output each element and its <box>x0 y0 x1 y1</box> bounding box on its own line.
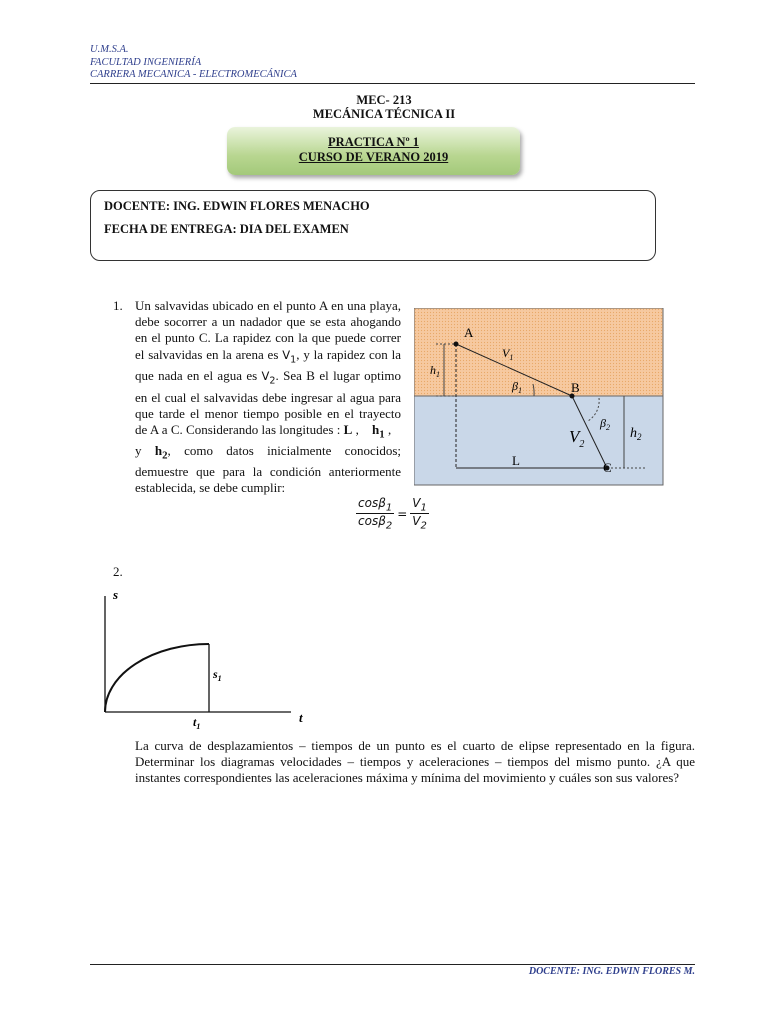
graph-s1-letter: s <box>213 667 218 681</box>
practice-number: PRACTICA Nº 1 <box>328 135 419 149</box>
displacement-time-graph <box>96 584 316 736</box>
footer-teacher: DOCENTE: ING. EDWIN FLORES M. <box>528 966 695 977</box>
fig-v2-letter: V <box>569 427 580 446</box>
graph-t1-letter: t <box>193 715 197 729</box>
formula-left-numerator <box>356 496 394 514</box>
teacher-line: DOCENTE: ING. EDWIN FLORES MENACHO <box>104 199 370 213</box>
p1-v2 <box>261 369 276 387</box>
footer-divider <box>90 964 695 965</box>
p1-h2-sub: 2 <box>162 449 168 462</box>
formula-right-numerator <box>410 496 429 514</box>
f-dl: cosβ <box>358 514 386 529</box>
header-divider <box>90 83 695 84</box>
practice-banner <box>227 127 520 175</box>
point-a <box>454 342 459 347</box>
fig-v2-sub: 2 <box>579 439 585 450</box>
course-code: MEC- 213 <box>356 93 412 107</box>
problem-1-number: 1. <box>113 298 123 313</box>
fig-beta2-letter: β <box>600 416 606 430</box>
condition-formula <box>356 496 429 532</box>
f-nr: V <box>412 496 421 510</box>
faculty-name: FACULTAD INGENIERÍA <box>90 56 202 68</box>
p1-h1-sub: 1 <box>379 428 385 441</box>
label-b: B <box>571 380 580 395</box>
f-nl: cosβ <box>358 496 386 510</box>
problem-1-text: Un salvavidas ubicado en el punto A en una playa, debe socorrer a un nadador que se esta ahogando en el punto C. La rapidez con la que puede correr el salvavidas en la arena es $V_1$, y la rapidez con la que nada en el agua es $V_2$. Sea B el lugar optimo en el cual el salvavidas debe ingresar al agua para que tarde el menor tiempo posible en el trayecto de A a C. Considerando las longitudes : L , $h_1$ , y $h_2$, como datos inicialmente conocidos; demuestre que para la condición anteriormente establecida, se debe cumplir: <box>135 298 402 495</box>
course-name: MECÁNICA TÉCNICA II <box>312 107 456 121</box>
f-dr: V <box>412 514 421 529</box>
label-l: L <box>512 453 520 468</box>
fig-beta1-letter: β <box>512 379 518 393</box>
axis-label-t: t <box>299 710 303 725</box>
fig-h1-sub: 1 <box>436 370 440 379</box>
p1-text-b: , y la rapidez con la que nada en el agua es <box>135 346 401 384</box>
p1-h1 <box>372 422 385 441</box>
career-name: CARRERA MECANICA - ELECTROMECÁNICA <box>90 69 297 80</box>
practice-term: CURSO DE VERANO 2019 <box>298 150 449 164</box>
label-a: A <box>464 325 474 340</box>
f-dr-sub: 2 <box>420 520 427 532</box>
fig-v1-sub: 1 <box>509 353 514 362</box>
formula-right-fraction <box>410 496 429 532</box>
p1-v1-sub: 1 <box>290 353 297 365</box>
formula-left-denominator <box>356 514 394 531</box>
f-nr-sub: 1 <box>420 502 427 514</box>
p1-L: L <box>343 422 353 438</box>
fig-beta1-sub: 1 <box>517 386 522 395</box>
fig-v1-letter: V <box>502 346 510 360</box>
p1-h2 <box>154 442 168 462</box>
p1-h2-letter: h <box>154 442 163 458</box>
fig-beta2-sub: 2 <box>605 423 610 432</box>
p1-h1-letter: h <box>372 422 380 438</box>
p1-text-d: , como datos inicialmente conocidos; demuestre que para la condición anteriormente establecida, se debe cumplir: <box>135 442 401 495</box>
p1-v2-sub: 2 <box>269 375 276 387</box>
p1-v2-letter: V <box>261 369 270 384</box>
sand-region <box>414 308 663 396</box>
f-nl-sub: 1 <box>385 502 393 514</box>
lifeguard-figure <box>414 308 664 486</box>
p1-text-a: Un salvavidas ubicado en el punto A en una playa, debe socorrer a un nadador que se esta ahogando en el punto C. La rapidez con la que puede correr el salvavidas en la arena es <box>135 298 401 362</box>
due-date-line: FECHA DE ENTREGA: DIA DEL EXAMEN <box>104 222 349 236</box>
university-name: U.M.S.A. <box>90 44 129 55</box>
formula-equals: = <box>397 506 408 521</box>
graph-t1-sub: 1 <box>196 722 201 731</box>
label-c: C <box>603 460 612 475</box>
fig-h2-letter: h <box>630 426 637 441</box>
label-s1 <box>212 667 222 683</box>
info-box <box>90 190 656 261</box>
fig-h2-sub: 2 <box>637 432 642 442</box>
institution-header <box>90 44 297 82</box>
problem-2-text: La curva de desplazamientos – tiempos de un punto es el cuarto de elipse representado en la figura. Determinar los diagramas velocidades – tiempos y aceleraciones – tiempos del mismo punto. ¿A que instantes correspondientes las aceleraciones máxima y mínima del movimiento y cuáles son sus valores? <box>135 738 695 786</box>
graph-s1-sub: 1 <box>217 674 222 683</box>
f-dl-sub: 2 <box>385 520 393 532</box>
p1-v1 <box>282 347 297 365</box>
formula-right-denominator <box>410 514 429 531</box>
problem-2-number: 2. <box>113 564 123 579</box>
label-t1 <box>193 715 200 731</box>
water-region <box>414 396 663 485</box>
fig-h1-letter: h <box>430 363 436 377</box>
p1-v1-letter: V <box>282 347 291 362</box>
formula-left-fraction <box>356 496 394 532</box>
p1-text-c: . Sea B el lugar optimo en el cual el salvavidas debe ingresar al agua para que tarde el menor tiempo posible en el trayecto de A a C. Considerando las longitudes : <box>135 368 401 438</box>
quarter-ellipse-curve <box>105 644 209 712</box>
axis-label-s: s <box>113 587 119 602</box>
